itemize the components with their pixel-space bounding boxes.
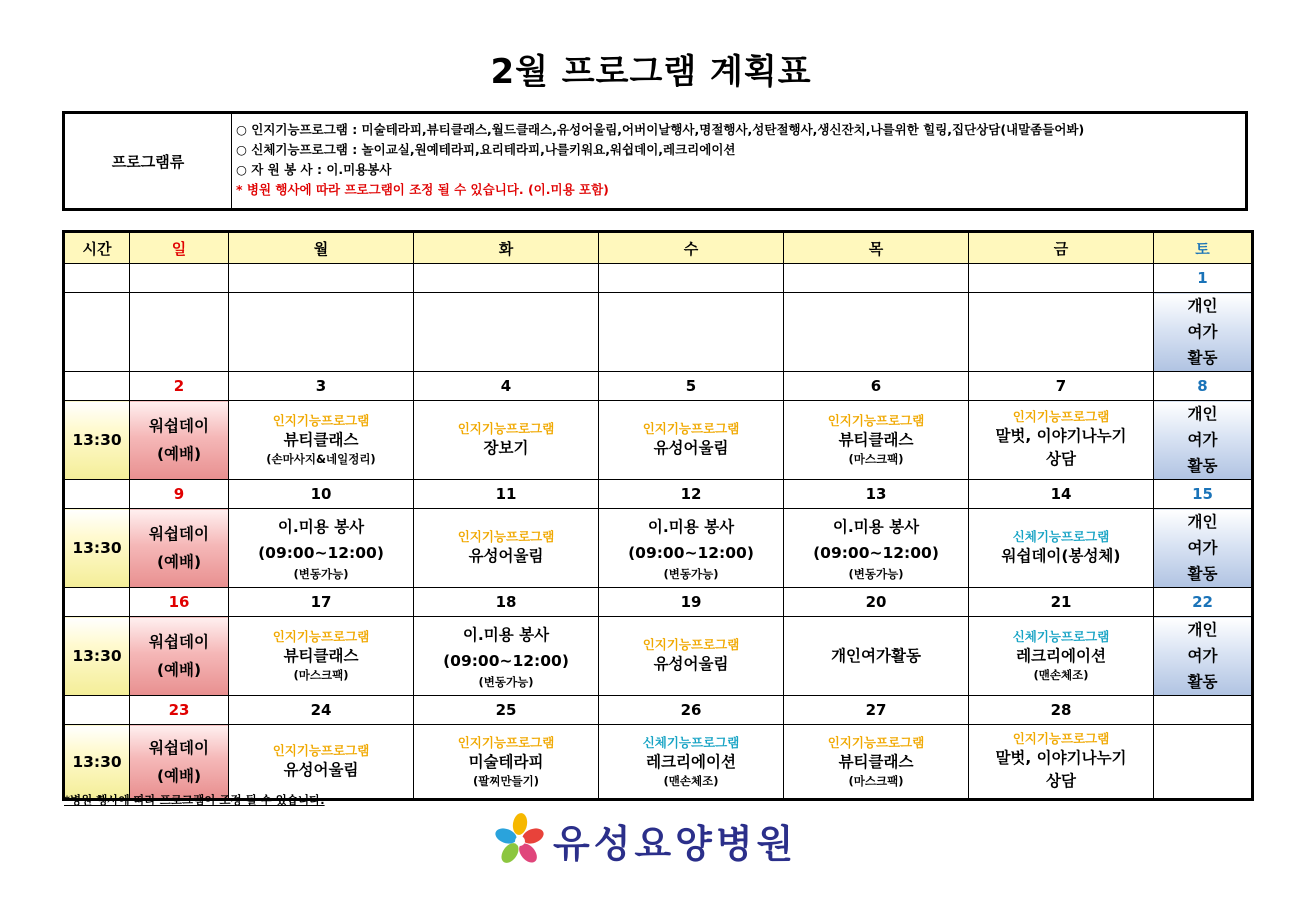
- date-cell: 17: [229, 588, 414, 617]
- leisure-text: 활동: [1187, 457, 1218, 475]
- activity-row: [64, 401, 1253, 480]
- program-name: 유성어울림: [653, 655, 729, 673]
- flower-logo-icon: [495, 812, 545, 868]
- header-tuesday: 화: [414, 232, 599, 264]
- date-cell: 4: [414, 372, 599, 401]
- activity-cell: [969, 617, 1154, 696]
- date-row: [64, 264, 1253, 293]
- leisure-text: 활동: [1187, 565, 1218, 583]
- activity-cell: [784, 401, 969, 480]
- program-notice: * 병원 행사에 따라 프로그램이 조정 될 수 있습니다. (이.미용 포함): [236, 182, 609, 197]
- program-category: 신체기능프로그램: [642, 734, 740, 750]
- program-detail: (변동가능): [663, 567, 719, 581]
- program-name: 뷰티클래스: [838, 431, 914, 449]
- date-cell: [130, 264, 229, 293]
- program-category: 인지기능프로그램: [272, 629, 370, 644]
- program-category: 신체기능프로그램: [1012, 629, 1110, 644]
- footnote: *병원 행사에 따라 프로그램이 조정 될 수 있습니다.: [64, 793, 325, 807]
- activity-cell: [784, 293, 969, 372]
- date-cell: 14: [969, 480, 1154, 509]
- program-detail: (맨손체조): [1033, 668, 1089, 682]
- program-category: 인지기능프로그램: [457, 421, 555, 436]
- activity-cell: [784, 725, 969, 800]
- activity-cell: [599, 509, 784, 588]
- date-row-time-cell: [64, 696, 130, 725]
- date-cell: 6: [784, 372, 969, 401]
- date-cell: 24: [229, 696, 414, 725]
- activity-cell: [599, 293, 784, 372]
- program-line-cognitive: ○ 인지기능프로그램 : 미술테라피,뷰티클래스,월드클래스,유성어울림,어버이날행사,명절행사,성탄절행사,생신잔치,나를위한 힐링,집단상담(내말좀들어봐): [236, 122, 1085, 137]
- leisure-text: 여가: [1187, 431, 1218, 449]
- leisure-text: 개인: [1187, 405, 1218, 423]
- date-cell: [1154, 696, 1253, 725]
- date-cell: 22: [1154, 588, 1253, 617]
- program-name: 장보기: [483, 439, 529, 457]
- leisure-text: 개인: [1187, 513, 1218, 531]
- leisure-text: 개인: [1187, 297, 1218, 315]
- date-row: [64, 372, 1253, 401]
- date-row: [64, 480, 1253, 509]
- time-cell: 13:30: [64, 509, 130, 588]
- hospital-logo: [495, 808, 797, 872]
- program-detail: (맨손체조): [663, 773, 719, 788]
- time-cell: 13:30: [64, 401, 130, 480]
- worship-text: 워쉽데이: [149, 738, 209, 757]
- activity-cell: [1154, 293, 1253, 372]
- worship-text: 워쉽데이: [149, 633, 209, 651]
- leisure-text: 개인: [1187, 621, 1218, 639]
- program-line-physical: ○ 신체기능프로그램 : 놀이교실,원예테라피,요리테라피,나를키워요,워쉽데이,레크리에이션: [236, 142, 736, 157]
- program-category: 인지기능프로그램: [1012, 730, 1110, 746]
- volunteer-text: 이.미용 봉사: [462, 626, 550, 644]
- volunteer-text: 이.미용 봉사: [647, 518, 735, 536]
- calendar-header-row: [64, 232, 1253, 264]
- program-name: 미술테라피: [468, 752, 544, 771]
- activity-cell: [784, 509, 969, 588]
- date-row-time-cell: [64, 264, 130, 293]
- program-detail: (변동가능): [293, 567, 349, 581]
- activity-row: [64, 509, 1253, 588]
- program-category: 인지기능프로그램: [457, 529, 555, 544]
- activity-cell: [414, 401, 599, 480]
- time-cell: 13:30: [64, 725, 130, 800]
- date-cell: 18: [414, 588, 599, 617]
- program-category: 인지기능프로그램: [1012, 409, 1110, 424]
- header-thursday: 목: [784, 232, 969, 264]
- worship-text: (예배): [156, 661, 202, 679]
- program-info-body: [232, 114, 1245, 208]
- program-info-label: 프로그램류: [65, 114, 232, 208]
- program-category: 신체기능프로그램: [1012, 529, 1110, 544]
- time-cell: [64, 293, 130, 372]
- activity-cell: [229, 725, 414, 800]
- activity-cell: [969, 509, 1154, 588]
- program-category: 인지기능프로그램: [642, 637, 740, 652]
- leisure-text: 활동: [1187, 349, 1218, 367]
- date-cell: 19: [599, 588, 784, 617]
- worship-text: (예배): [156, 553, 202, 571]
- activity-cell: [599, 617, 784, 696]
- activity-cell: [414, 293, 599, 372]
- date-cell: 21: [969, 588, 1154, 617]
- program-detail: (변동가능): [848, 567, 904, 581]
- date-cell: 15: [1154, 480, 1253, 509]
- header-monday: 월: [229, 232, 414, 264]
- activity-cell: [599, 401, 784, 480]
- date-row-time-cell: [64, 480, 130, 509]
- date-cell: 26: [599, 696, 784, 725]
- activity-cell: [1154, 401, 1253, 480]
- program-name: 말벗, 이야기나누기: [995, 427, 1127, 445]
- program-category: 인지기능프로그램: [642, 421, 740, 436]
- activity-cell: [1154, 509, 1253, 588]
- leisure-text: 여가: [1187, 539, 1218, 557]
- program-detail: (손마사지&네일정리): [266, 452, 376, 466]
- activity-cell: [1154, 725, 1253, 800]
- program-name: 레크리에이션: [646, 752, 736, 771]
- date-row-time-cell: [64, 372, 130, 401]
- header-saturday: 토: [1154, 232, 1253, 264]
- page-title: 2월 프로그램 계획표: [490, 52, 812, 92]
- date-cell: [414, 264, 599, 293]
- date-cell: 9: [130, 480, 229, 509]
- program-name: 뷰티클래스: [838, 752, 914, 771]
- header-time: 시간: [64, 232, 130, 264]
- date-cell: 2: [130, 372, 229, 401]
- header-friday: 금: [969, 232, 1154, 264]
- date-row: [64, 696, 1253, 725]
- activity-cell: [969, 401, 1154, 480]
- hospital-name: 유성요양병원: [553, 821, 798, 866]
- activity-cell: [414, 617, 599, 696]
- date-cell: 10: [229, 480, 414, 509]
- date-cell: 27: [784, 696, 969, 725]
- activity-cell: [969, 725, 1154, 800]
- program-name: 유성어울림: [283, 760, 359, 779]
- date-cell: 13: [784, 480, 969, 509]
- volunteer-text: (09:00~12:00): [443, 652, 569, 670]
- date-cell: 25: [414, 696, 599, 725]
- program-name: 뷰티클래스: [283, 647, 359, 665]
- program-category: 인지기능프로그램: [457, 734, 555, 750]
- program-name: 유성어울림: [653, 439, 729, 457]
- program-name-line2: 상담: [1046, 450, 1076, 468]
- date-cell: 1: [1154, 264, 1253, 293]
- activity-row: [64, 293, 1253, 372]
- program-detail: (마스크팩): [848, 452, 904, 466]
- date-cell: [969, 264, 1154, 293]
- program-name: 유성어울림: [468, 547, 544, 565]
- activity-cell: [414, 509, 599, 588]
- date-cell: 23: [130, 696, 229, 725]
- leisure-text: 여가: [1187, 323, 1218, 341]
- date-cell: 5: [599, 372, 784, 401]
- activity-cell: [130, 725, 229, 800]
- activity-cell: [229, 617, 414, 696]
- program-category: 인지기능프로그램: [272, 413, 370, 428]
- date-cell: 11: [414, 480, 599, 509]
- leisure-text: 활동: [1187, 673, 1218, 691]
- date-cell: 7: [969, 372, 1154, 401]
- activity-cell: [130, 293, 229, 372]
- program-name: 말벗, 이야기나누기: [995, 748, 1127, 767]
- date-cell: 12: [599, 480, 784, 509]
- date-cell: [599, 264, 784, 293]
- activity-cell: [229, 509, 414, 588]
- activity-cell: [130, 617, 229, 696]
- worship-text: (예배): [156, 766, 202, 785]
- program-name-line2: 상담: [1046, 771, 1076, 790]
- activity-cell: [229, 401, 414, 480]
- activity-cell: [229, 293, 414, 372]
- date-row: [64, 588, 1253, 617]
- date-cell: [229, 264, 414, 293]
- program-name: 뷰티클래스: [283, 431, 359, 449]
- date-cell: 16: [130, 588, 229, 617]
- program-category: 인지기능프로그램: [827, 734, 925, 750]
- activity-cell: [599, 725, 784, 800]
- activity-row: [64, 725, 1253, 800]
- program-line-volunteer: ○ 자 원 봉 사 : 이.미용봉사: [236, 162, 392, 177]
- program-detail: (변동가능): [478, 675, 534, 689]
- date-cell: 3: [229, 372, 414, 401]
- time-cell: 13:30: [64, 617, 130, 696]
- date-cell: 8: [1154, 372, 1253, 401]
- program-detail: (마스크팩): [293, 668, 349, 682]
- calendar-table: [62, 230, 1254, 801]
- program-detail: (팔찌만들기): [472, 773, 540, 788]
- program-name: 워쉽데이(봉성체): [1001, 547, 1121, 565]
- header-wednesday: 수: [599, 232, 784, 264]
- worship-text: 워쉽데이: [149, 525, 209, 543]
- leisure-text: 여가: [1187, 647, 1218, 665]
- date-cell: [784, 264, 969, 293]
- worship-text: 워쉽데이: [149, 417, 209, 435]
- activity-cell: [969, 293, 1154, 372]
- activity-row: [64, 617, 1253, 696]
- program-category: 인지기능프로그램: [827, 413, 925, 428]
- header-sunday: 일: [130, 232, 229, 264]
- activity-cell: [130, 509, 229, 588]
- program-detail: (마스크팩): [848, 773, 904, 788]
- activity-cell: [784, 617, 969, 696]
- activity-cell: [130, 401, 229, 480]
- worship-text: (예배): [156, 445, 202, 463]
- volunteer-text: 이.미용 봉사: [277, 518, 365, 536]
- volunteer-text: (09:00~12:00): [258, 544, 384, 562]
- program-name: 레크리에이션: [1016, 647, 1106, 665]
- volunteer-text: 이.미용 봉사: [832, 518, 920, 536]
- date-cell: 28: [969, 696, 1154, 725]
- volunteer-text: (09:00~12:00): [813, 544, 939, 562]
- program-category: 인지기능프로그램: [272, 742, 370, 758]
- volunteer-text: (09:00~12:00): [628, 544, 754, 562]
- activity-cell: [1154, 617, 1253, 696]
- program-name: 개인여가활동: [831, 647, 921, 665]
- activity-cell: [414, 725, 599, 800]
- date-cell: 20: [784, 588, 969, 617]
- program-info-box: [62, 111, 1248, 211]
- date-row-time-cell: [64, 588, 130, 617]
